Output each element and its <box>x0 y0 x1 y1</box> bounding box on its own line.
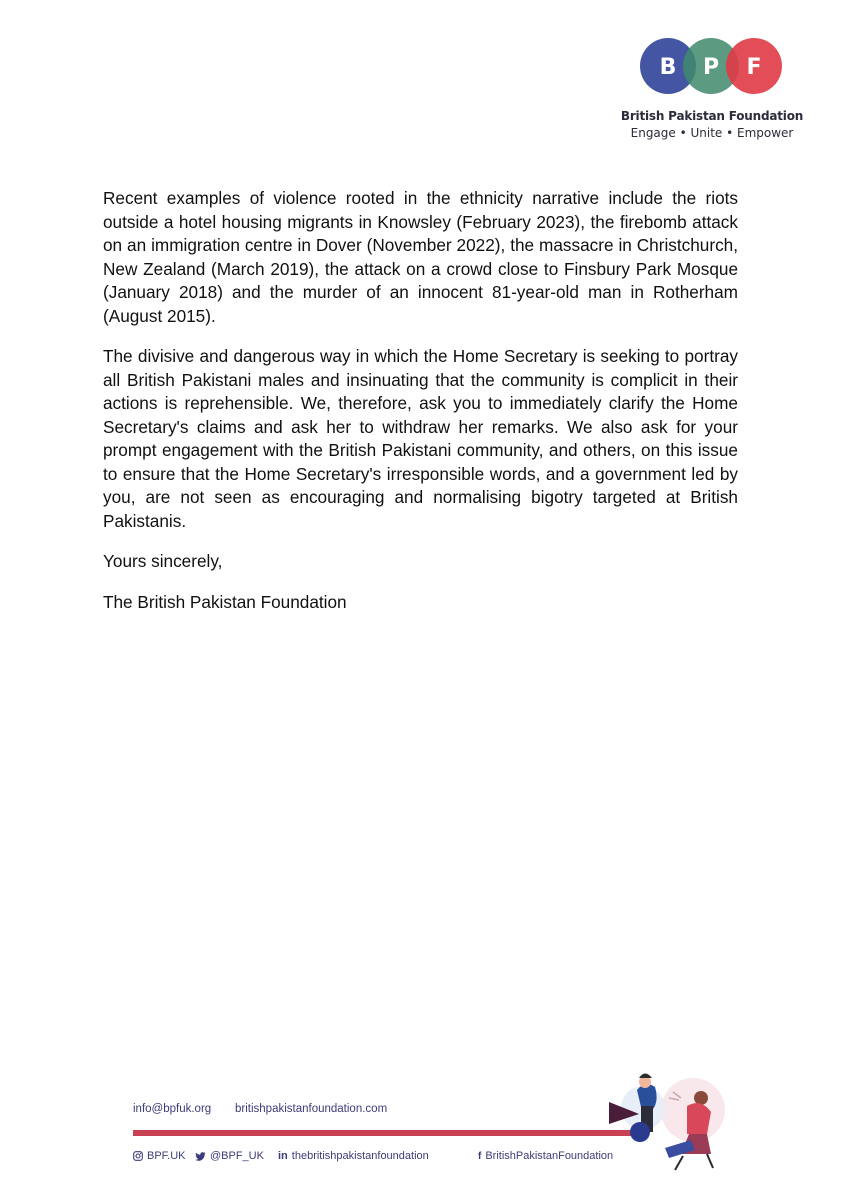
letterhead-footer <box>103 1052 743 1180</box>
logo-tagline: Engage • Unite • Empower <box>630 126 794 140</box>
logo-letter-p: P <box>702 55 720 80</box>
instagram-icon <box>133 1151 143 1161</box>
footer-instagram-handle: BPF.UK <box>147 1150 186 1162</box>
logo-organisation-name: British Pakistan Foundation <box>620 109 804 123</box>
twitter-icon <box>195 1152 206 1161</box>
facebook-icon: f <box>478 1150 482 1162</box>
letter-paragraph-examples: Recent examples of violence rooted in the ethnicity narrative include the riots outside a hotel housing migrants in Knowsley (February 2023), the firebomb attack on an immigration centre in Dover (November 2022), the massacre in Christchurch, New Zealand (March 2019), the attack on a crowd close to Finsbury Park Mosque (January 2018) and the murder of an innocent 81-year-old man in Rotherham (August 2015). <box>103 188 738 326</box>
bpf-logo <box>612 36 812 146</box>
letter-body <box>103 187 738 631</box>
letter-paragraph-request: The divisive and dangerous way in which the Home Secretary is seeking to portray all British Pakistani males and insinuating that the community is complicit in their actions is reprehensible. We, therefore, ask you to immediately clarify the Home Secretary's claims and ask her to withdraw her remarks. We also ask for your prompt engagement with the British Pakistani community, and others, on this issue to ensure that the Home Secretary's irresponsible words, and a government led by you, are not seen as encouraging and normalising bigotry targeted at British Pakistanis. <box>103 346 738 531</box>
footer-email-link[interactable]: info@bpfuk.org <box>133 1103 212 1115</box>
logo-letter-f: F <box>746 55 762 80</box>
letter-signature: The British Pakistan Foundation <box>103 591 347 612</box>
bpf-logo-circles <box>638 36 788 96</box>
logo-letter-b: B <box>659 55 677 80</box>
footer-facebook[interactable] <box>478 1150 613 1162</box>
people-collaboration-illustration <box>603 1062 743 1180</box>
footer-facebook-handle: BritishPakistanFoundation <box>485 1150 614 1162</box>
footer-website-link[interactable]: britishpakistanfoundation.com <box>235 1103 388 1115</box>
footer-linkedin-handle: thebritishpakistanfoundation <box>291 1150 429 1162</box>
footer-twitter[interactable] <box>195 1150 264 1162</box>
linkedin-icon: in <box>278 1150 288 1162</box>
footer-twitter-handle: @BPF_UK <box>210 1150 264 1162</box>
letter-closing: Yours sincerely, <box>103 551 223 571</box>
footer-divider-bar <box>133 1130 633 1136</box>
footer-instagram[interactable] <box>133 1150 186 1162</box>
footer-linkedin[interactable] <box>278 1150 429 1162</box>
